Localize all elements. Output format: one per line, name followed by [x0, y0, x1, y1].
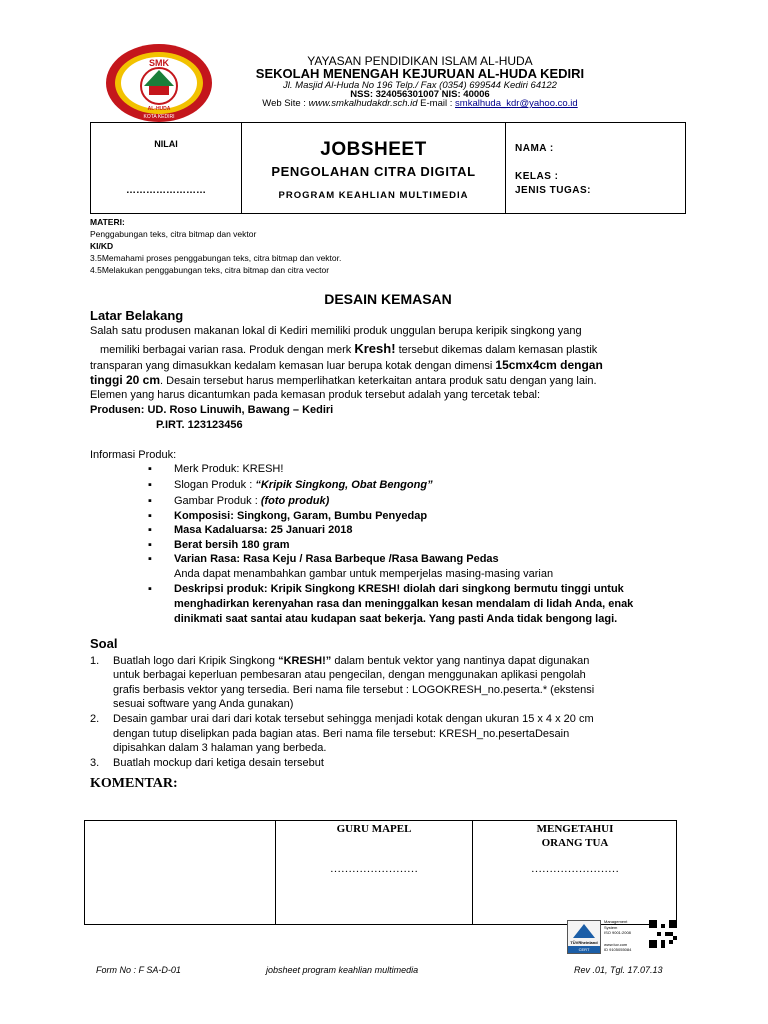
- bullet-icon: ▪: [148, 524, 152, 536]
- logo-text-bottom: KOTA KEDIRI: [143, 114, 175, 120]
- dimension-bold: 15cmx4cm dengan: [495, 358, 603, 372]
- bullet-icon: ▪: [148, 495, 152, 507]
- bullet-icon: ▪: [148, 539, 152, 551]
- latar-line: Salah satu produsen makanan lokal di Kediri memiliki produk unggulan berupa keripik singkong yang: [90, 325, 582, 337]
- question-line: Buatlah mockup dari ketiga desain tersebut: [113, 757, 324, 769]
- materi-text: Penggabungan teks, citra bitmap dan vektor: [90, 229, 257, 239]
- info-item: Berat bersih 180 gram: [174, 539, 290, 551]
- mengetahui-label: MENGETAHUI: [536, 823, 614, 835]
- question-line: dipisahkan dalam 3 halaman yang berbeda.: [113, 742, 327, 754]
- info-item: Deskripsi produk: Kripik Singkong KRESH! diolah dari singkong bermutu tinggi untuk: [174, 583, 624, 595]
- latar-text: memiliki berbagai varian rasa. Produk dengan merk: [100, 344, 355, 356]
- info-item-continued: Anda dapat menambahkan gambar untuk memperjelas masing-masing varian: [174, 568, 554, 580]
- school-contact: [220, 98, 620, 109]
- bullet-icon: ▪: [148, 479, 152, 491]
- kelas-field[interactable]: KELAS :: [515, 171, 559, 182]
- question-number: 2.: [90, 713, 100, 725]
- bullet-icon: ▪: [148, 463, 152, 475]
- info-text: Gambar Produk :: [174, 495, 261, 507]
- info-item: [174, 479, 433, 491]
- qr-code-icon: [649, 920, 677, 948]
- soal-heading: Soal: [90, 636, 118, 651]
- question-line: Desain gambar urai dari dari kotak tersebut sehingga menjadi kotak dengan ukuran 15 x 4 x 20 cm: [113, 713, 594, 725]
- kd-item: 4.5Melakukan penggabungan teks, citra bitmap dan citra vector: [90, 265, 330, 275]
- brand-kresh: Kresh!: [354, 341, 396, 356]
- nama-field[interactable]: NAMA :: [515, 143, 554, 154]
- certification-badge: [567, 918, 680, 956]
- info-item: [174, 495, 329, 507]
- form-number: Form No : F SA-D-01: [96, 965, 181, 975]
- divider: [505, 123, 506, 213]
- info-text: Slogan Produk :: [174, 479, 256, 491]
- latar-text: transparan yang dimasukkan kedalam kemasan luar berupa kotak dengan dimensi: [90, 360, 496, 372]
- info-item-continued: menghadirkan kerenyahan rasa dan meninggalkan kesan mendalam di lidah Anda, enak: [174, 598, 634, 610]
- info-item: Merk Produk: KRESH!: [174, 463, 284, 475]
- photo-text: (foto produk): [260, 495, 330, 507]
- email-link[interactable]: smkalhuda_kdr@yahoo.co.id: [455, 98, 578, 109]
- section-title: DESAIN KEMASAN: [324, 291, 452, 307]
- info-heading: Informasi Produk:: [90, 449, 177, 461]
- jobsheet-title: JOBSHEET: [320, 139, 427, 160]
- jobsheet-header-box: [90, 122, 686, 214]
- pirt-line: P.IRT. 123123456: [156, 419, 243, 431]
- email-label: E-mail :: [417, 98, 456, 109]
- jobsheet-subject: PENGOLAHAN CITRA DIGITAL: [271, 164, 476, 179]
- latar-line: [100, 341, 597, 359]
- kikd-label: KI/KD: [90, 241, 114, 251]
- tuv-logo-icon: [567, 920, 601, 954]
- info-item: Varian Rasa: Rasa Keju / Rasa Barbeque /Rasa Bawang Pedas: [174, 553, 499, 565]
- signature-box: [84, 820, 677, 925]
- jobsheet-program: PROGRAM KEAHLIAN MULTIMEDIA: [278, 190, 469, 201]
- question-text: dalam bentuk vektor yang nantinya dapat digunakan: [331, 655, 590, 667]
- slogan-text: “Kripik Singkong, Obat Bengong”: [255, 479, 433, 491]
- bullet-icon: ▪: [148, 583, 152, 595]
- question-text: Buatlah logo dari Kripik Singkong: [113, 655, 279, 667]
- ortu-signature-field[interactable]: ……………………: [531, 863, 619, 875]
- materi-label: MATERI:: [90, 217, 125, 227]
- guru-mapel-label: GURU MAPEL: [336, 823, 412, 835]
- orang-tua-label: ORANG TUA: [541, 837, 609, 849]
- school-logo: [104, 42, 214, 124]
- revision-info: Rev .01, Tgl. 17.07.13: [574, 965, 663, 975]
- ms-line: ID 9105055084: [604, 947, 632, 952]
- management-system-text: [604, 919, 631, 953]
- school-name: SEKOLAH MENENGAH KEJURUAN AL-HUDA KEDIRI: [255, 66, 585, 81]
- ms-line: www.tuv.com: [604, 941, 628, 947]
- bullet-icon: ▪: [148, 510, 152, 522]
- latar-heading: Latar Belakang: [90, 308, 184, 323]
- ms-line: ISO 9001:2008: [604, 930, 631, 935]
- produsen-line: Produsen: UD. Roso Linuwih, Bawang – Kediri: [90, 404, 334, 416]
- school-address: Jl. Masjid Al-Huda No 196 Telp./ Fax (0354) 699544 Kediri 64122: [283, 80, 557, 91]
- question-brand: “KRESH!”: [278, 655, 332, 667]
- guru-signature-field[interactable]: ……………………: [330, 863, 418, 875]
- question-line: grafis berbasis vektor yang tersedia. Beri nama file tersebut : LOGOKRESH_no.peserta.* (ekstensi: [113, 684, 595, 696]
- question-number: 1.: [90, 655, 100, 667]
- latar-line: Elemen yang harus dicantumkan pada kemasan produk tersebut adalah yang tercetak tebal:: [90, 389, 541, 401]
- komentar-label: KOMENTAR:: [90, 776, 178, 791]
- bullet-icon: ▪: [148, 553, 152, 565]
- info-item: Masa Kadaluarsa: 25 Januari 2018: [174, 524, 353, 536]
- question-line: sesuai software yang Anda gunakan): [113, 698, 294, 710]
- question-number: 3.: [90, 757, 100, 769]
- logo-text-top: SMK: [149, 58, 169, 68]
- height-bold: tinggi 20 cm: [90, 373, 161, 387]
- ms-line: System: [604, 924, 618, 930]
- footer-title: jobsheet program keahlian multimedia: [266, 965, 419, 975]
- question-line: dengan tutup diselipkan pada bagian atas. Beri nama file tersebut: KRESH_no.pesertaDesain: [113, 728, 570, 740]
- tuv-label: TÜVRheinland: [570, 940, 598, 945]
- web-label: Web Site :: [262, 98, 309, 109]
- kd-item: 3.5Memahami proses penggabungan teks, citra bitmap dan vektor.: [90, 253, 342, 263]
- info-item-continued: dinikmati saat santai atau kudapan saat bekerja. Yang pasti Anda tidak bengong lagi.: [174, 613, 618, 625]
- foundation-name: YAYASAN PENDIDIKAN ISLAM AL-HUDA: [307, 54, 533, 68]
- latar-text: . Desain tersebut harus memperlihatkan keterkaitan antara produk satu dengan yang lain.: [160, 375, 597, 387]
- nilai-label: NILAI: [154, 139, 178, 149]
- tuv-cert-label: CERT: [568, 946, 600, 953]
- website-link[interactable]: www.smkalhudakdr.sch.id: [308, 98, 418, 109]
- school-nss-nis: NSS: 324056301007 NIS: 40006: [350, 89, 490, 100]
- nilai-field[interactable]: ……………………: [126, 185, 206, 196]
- latar-text: tersebut dikemas dalam kemasan plastik: [395, 344, 598, 356]
- jenis-tugas-field[interactable]: JENIS TUGAS:: [515, 185, 592, 196]
- question-line: untuk berbagai keperluan pembesaran atau pengecilan, dengan menggunakan aplikasi pengolah: [113, 669, 586, 681]
- info-item: Komposisi: Singkong, Garam, Bumbu Penyedap: [174, 510, 428, 522]
- ms-line: Management: [604, 919, 628, 924]
- logo-text-ring: AL-HUDA: [147, 106, 171, 112]
